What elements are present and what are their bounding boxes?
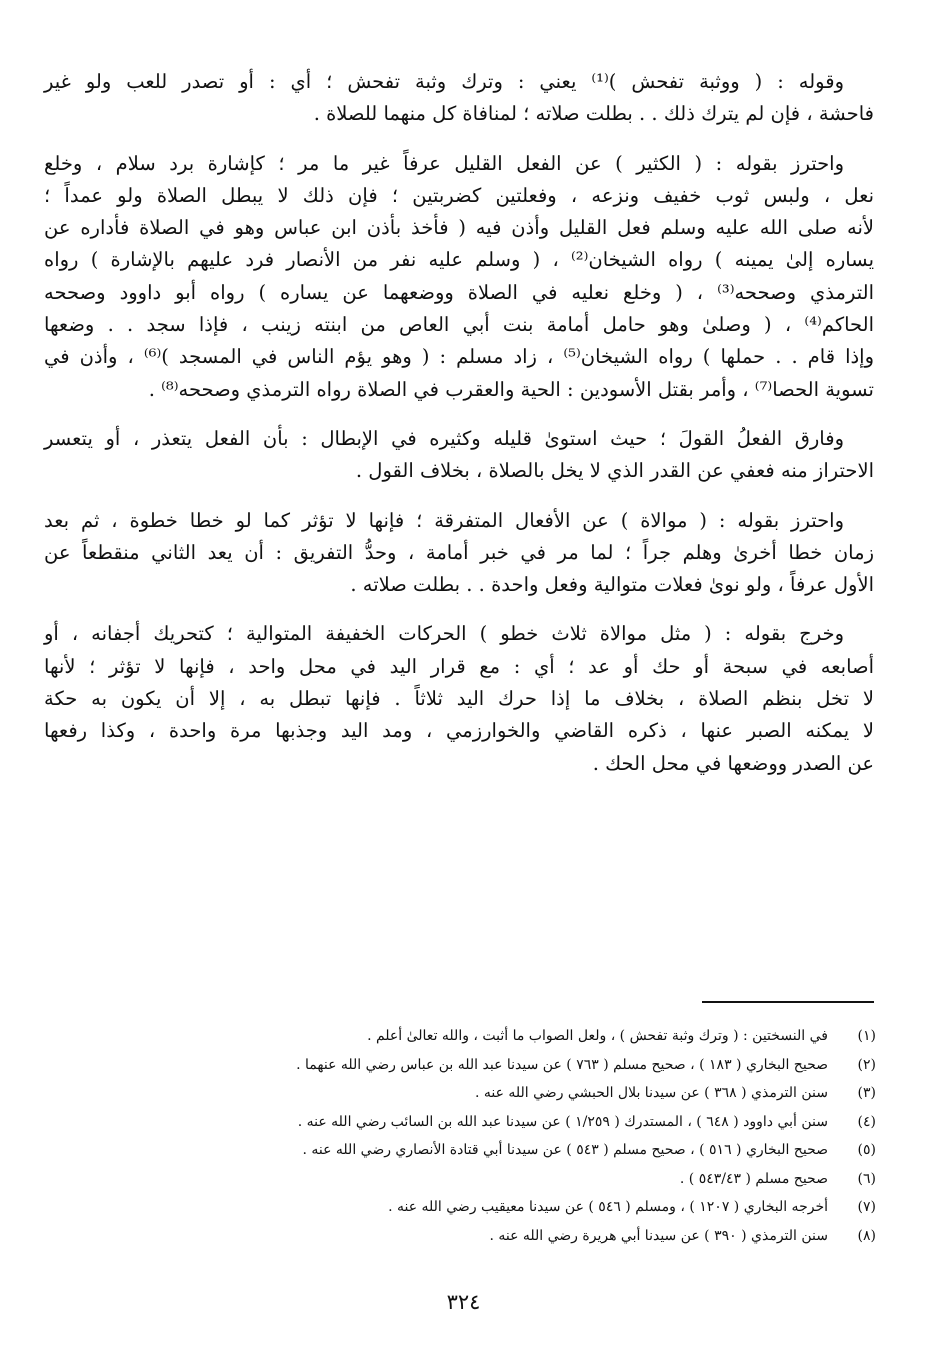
paragraph-5 — [44, 618, 874, 779]
footnotes — [60, 1022, 876, 1250]
footnote-number: (٨) — [857, 1227, 876, 1244]
text-line: وقوله : ( ووثبة تفحش )⁽¹⁾ يعني : وترك وثبة تفحش ؛ أي : أو تصدر للعب ولو غير — [44, 70, 844, 93]
text-line: عن الصدر ووضعها في محل الحك . — [592, 751, 874, 775]
text-line: وإذا قام . . حملها ) رواه الشيخان⁽⁵⁾ ، زاد مسلم : ( وهو يؤم الناس في المسجد )⁽⁶⁾ ، وأذن في — [44, 345, 874, 369]
footnote-text: سنن الترمذي ( ٣٩٠ ) عن سيدنا أبي هريرة رضي الله عنه . — [489, 1227, 828, 1244]
page-number: ٣٢٤ — [446, 1290, 481, 1314]
footnote-item — [60, 1108, 876, 1137]
footnote-text: صحيح البخاري ( ٥١٦ ) ، صحيح مسلم ( ٥٤٣ ) عن سيدنا أبي قتادة الأنصاري رضي الله عنه . — [302, 1142, 828, 1158]
paragraph-3 — [44, 423, 874, 488]
paragraph-1 — [44, 66, 874, 131]
paragraph-4 — [44, 505, 874, 602]
footnote-text: صحيح البخاري ( ١٨٣ ) ، صحيح مسلم ( ٧٦٣ ) عن سيدنا عبد الله بن عباس رضي الله عنهما . — [296, 1056, 828, 1073]
footnote-number: (١) — [857, 1028, 876, 1044]
footnote-number: (٢) — [857, 1056, 876, 1073]
text-line: الترمذي وصححه⁽³⁾ ، ( وخلع نعليه في الصلاة ووضعهما عن يساره ) رواه أبو داوود وصححه — [44, 280, 874, 304]
text-line: الحاكم⁽⁴⁾ ، ( وصلىٰ وهو حامل أمامة بنت أبي العاص من ابنته زينب ، فإذا سجد . . وضعها — [44, 313, 874, 337]
text-line: نعل ، ولبس ثوب خفيف ونزعه ، وفعلتين كضربتين ؛ فإن ذلك لا يبطل الصلاة ولو عمداً ؛ — [44, 183, 874, 207]
footnote-item — [60, 1222, 876, 1251]
text-line: زمان خطا أخرىٰ وهلم جراً ؛ لما مر في خبر أمامة ، وحدُّ التفريق : أن يعد الثاني منقطعاً عن — [44, 540, 874, 564]
footnote-text: في النسختين : ( وترك وثبة تفحش ) ، ولعل الصواب ما أثبت ، والله تعالىٰ أعلم . — [367, 1028, 828, 1044]
text-line: يساره إلىٰ يمينه ) رواه الشيخان⁽²⁾ ، ( وسلم عليه نفر من الأنصار فرد عليهم بالإشارة ) رواه — [44, 248, 875, 272]
text-line: فاحشة ، فإن لم يترك ذلك . . بطلت صلاته ؛ لمنافاة كل منهما للصلاة . — [313, 102, 874, 126]
footnote-number: (٦) — [857, 1170, 876, 1187]
footnote-item — [60, 1022, 876, 1051]
main-text — [44, 66, 874, 797]
text-line: واحترز بقوله : ( الكثير ) عن الفعل القليل عرفاً غير ما مر ؛ كإشارة برد سلام ، وخلع — [44, 151, 844, 175]
text-line: لأنه صلى الله عليه وسلم فعل القليل وأذن فيه ( فأخذ بأذن ابن عباس وهو في الصلاة فأداره عن — [44, 216, 874, 240]
footnote-item — [60, 1165, 876, 1194]
paragraph-2 — [44, 148, 874, 406]
text-line: لا يمكنه الصبر عنها ، ذكره القاضي والخوارزمي ، ومد اليد وجذبها مرة واحدة ، وكذا رفعها — [44, 719, 874, 743]
footnote-item — [60, 1193, 876, 1222]
footnote-number: (٣) — [857, 1085, 876, 1101]
text-line: الاحتراز منه فعفي عن القدر الذي لا يخل بالصلاة ، بخلاف القول . — [355, 459, 874, 483]
footnote-number: (٥) — [857, 1142, 876, 1158]
footnote-text: سنن الترمذي ( ٣٦٨ ) عن سيدنا بلال الحبشي رضي الله عنه . — [474, 1085, 828, 1101]
footnote-item — [60, 1051, 876, 1080]
footnote-separator — [702, 1001, 874, 1003]
text-line: واحترز بقوله : ( موالاة ) عن الأفعال المتفرقة ؛ فإنها لا تؤثر كما لو خطا خطوة ، ثم بعد — [44, 508, 844, 532]
footnote-text: أخرجه البخاري ( ١٢٠٧ ) ، ومسلم ( ٥٤٦ ) عن سيدنا معيقيب رضي الله عنه . — [388, 1199, 828, 1215]
footnote-item — [60, 1136, 876, 1165]
text-line: تسوية الحصا⁽⁷⁾ ، وأمر بقتل الأسودين : الحية والعقرب في الصلاة رواه الترمذي وصححه⁽⁸⁾ . — [148, 377, 874, 401]
text-line: أصابعه في سبحة أو حك أو عد ؛ أي : مع قرار اليد في محل واحد ، فإنها لا تؤثر ؛ لأنها — [44, 654, 874, 678]
text-line: وفارق الفعلُ القولَ ؛ حيث استوىٰ قليله وكثيره في الإبطال : بأن الفعل يتعذر ، أو يتعسر — [44, 426, 844, 450]
footnote-text: سنن أبي داوود ( ٦٤٨ ) ، المستدرك ( ١/٢٥٩ ) عن سيدنا عبد الله بن السائب رضي الله عنه . — [297, 1113, 828, 1130]
footnote-number: (٤) — [857, 1113, 876, 1130]
footnote-text: صحيح مسلم ( ٥٤٣/٤٣ ) . — [679, 1170, 828, 1187]
text-line: وخرج بقوله : ( مثل موالاة ثلاث خطو ) الحركات الخفيفة المتوالية ؛ كتحريك أجفانه ، أو — [44, 622, 844, 646]
text-line: لا تخل بنظم الصلاة ، بخلاف ما إذا حرك اليد ثلاثاً . فإنها تبطل به ، إلا أن يكون به حكة — [44, 687, 874, 711]
footnote-item — [60, 1079, 876, 1108]
text-line: الأول عرفاً ، ولو نوىٰ فعلات متوالية وفعل واحدة . . بطلت صلاته . — [350, 573, 874, 597]
footnote-number: (٧) — [857, 1199, 876, 1215]
